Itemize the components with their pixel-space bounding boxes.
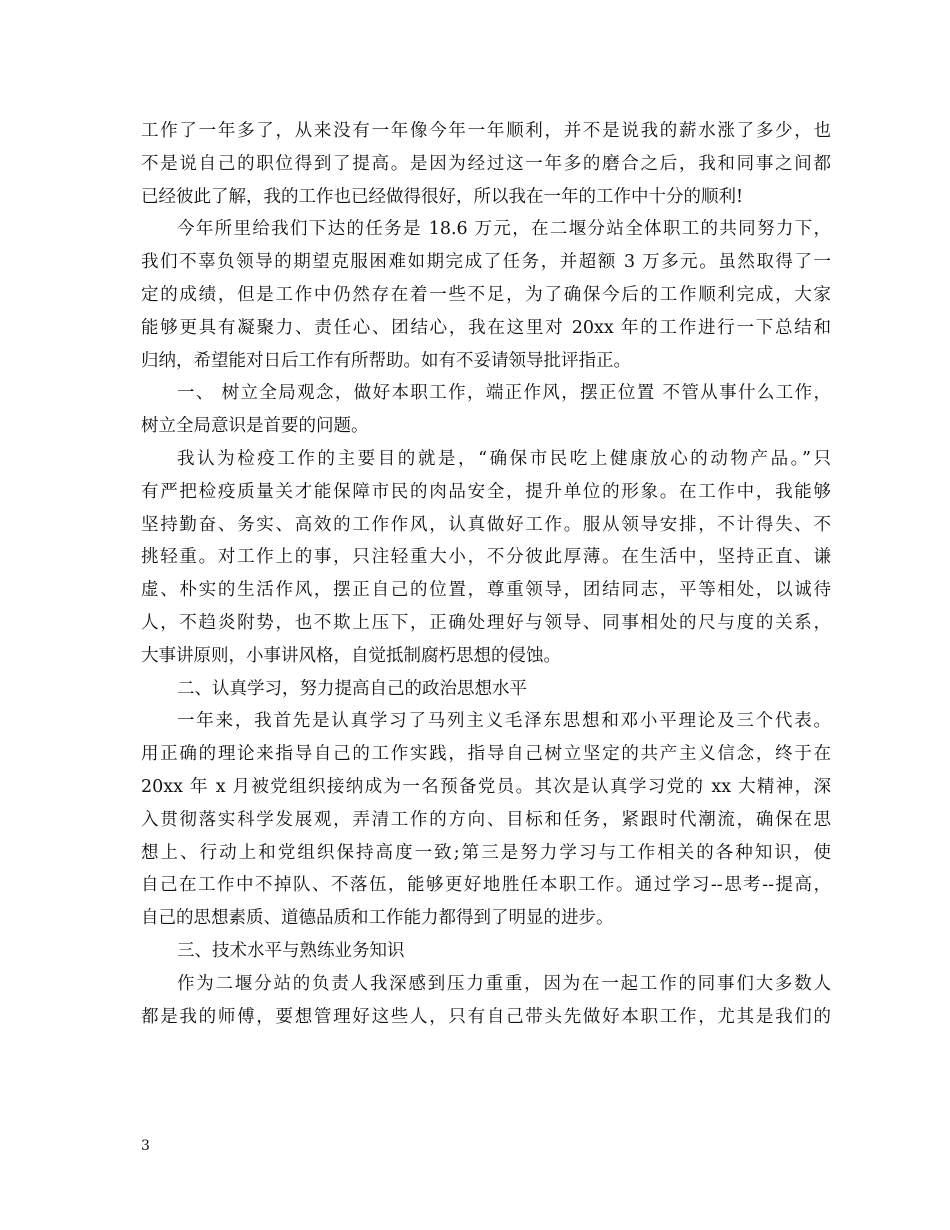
- section-heading-three: 三、技术水平与熟练业务知识: [177, 940, 405, 961]
- body-text-line: 想上、行动上和党组织保持高度一致;第三是努力学习与工作相关的各种知识，使: [141, 842, 831, 863]
- body-text-line: 有严把检疫质量关才能保障市民的肉品安全，提升单位的形象。在工作中，我能够: [141, 481, 831, 502]
- section-heading-two: 二、认真学习，努力提高自己的政治思想水平: [177, 678, 527, 699]
- paragraph-first-line: 今年所里给我们下达的任务是 18.6 万元，在二堰分站全体职工的共同努力下，: [177, 219, 831, 240]
- body-text-line: 用正确的理论来指导自己的工作实践，指导自己树立坚定的共产主义信念，终于在: [141, 744, 831, 765]
- body-text-line: 虚、朴实的生活作风，摆正自己的位置，尊重领导，团结同志，平等相处，以诚待: [141, 580, 831, 601]
- paragraph-first-line: 一年来，我首先是认真学习了马列主义毛泽东思想和邓小平理论及三个代表。: [177, 711, 831, 732]
- body-text-line: 大事讲原则，小事讲风格，自觉抵制腐朽思想的侵蚀。: [141, 645, 561, 666]
- body-text-line: 我们不辜负领导的期望克服困难如期完成了任务，并超额 3 万多元。虽然取得了一: [141, 252, 831, 273]
- section-heading-one: 一、 树立全局观念，做好本职工作，端正作风，摆正位置 不管从事什么工作，: [177, 383, 831, 404]
- paragraph-first-line: 作为二堰分站的负责人我深感到压力重重，因为在一起工作的同事们大多数人: [177, 973, 831, 994]
- document-body: [141, 115, 831, 1033]
- body-text-line: 人，不趋炎附势，也不欺上压下，正确处理好与领导、同事相处的尺与度的关系，: [141, 612, 831, 633]
- body-text-line: 自己的思想素质、道德品质和工作能力都得到了明显的进步。: [141, 908, 614, 929]
- body-text-line: 定的成绩，但是工作中仍然存在着一些不足，为了确保今后的工作顺利完成，大家: [141, 284, 831, 305]
- body-text-line: 入贯彻落实科学发展观，弄清工作的方向、目标和任务，紧跟时代潮流，确保在思: [141, 809, 831, 830]
- body-text-line: 坚持勤奋、务实、高效的工作作风，认真做好工作。服从领导安排，不计得失、不: [141, 514, 831, 535]
- body-text-line: 不是说自己的职位得到了提高。是因为经过这一年多的磨合之后，我和同事之间都: [141, 153, 831, 174]
- body-text-line: 都是我的师傅，要想管理好这些人，只有自己带头先做好本职工作，尤其是我们的: [141, 1006, 831, 1027]
- body-text-line: 工作了一年多了，从来没有一年像今年一年顺利，并不是说我的薪水涨了多少，也: [141, 121, 831, 141]
- body-text-line: 20xx 年 x 月被党组织接纳成为一名预备党员。其次是认真学习党的 xx 大精神，深: [141, 776, 831, 797]
- body-text-line: 树立全局意识是首要的问题。: [141, 416, 369, 437]
- body-text-line: 能够更具有凝聚力、责任心、团结心，我在这里对 20xx 年的工作进行一下总结和: [141, 317, 831, 338]
- page-number: 3: [141, 1138, 150, 1154]
- body-text-line: 自己在工作中不掉队、不落伍，能够更好地胜任本职工作。通过学习--思考--提高，: [141, 875, 831, 896]
- body-text-line: 已经彼此了解，我的工作也已经做得很好，所以我在一年的工作中十分的顺利!: [141, 186, 744, 207]
- body-text-line: 归纳，希望能对日后工作有所帮助。如有不妥请领导批评指正。: [141, 350, 631, 371]
- paragraph-first-line: 我认为检疫工作的主要目的就是，“确保市民吃上健康放心的动物产品。”只: [177, 448, 831, 469]
- body-text-line: 挑轻重。对工作上的事，只注轻重大小，不分彼此厚薄。在生活中，坚持正直、谦: [141, 547, 831, 568]
